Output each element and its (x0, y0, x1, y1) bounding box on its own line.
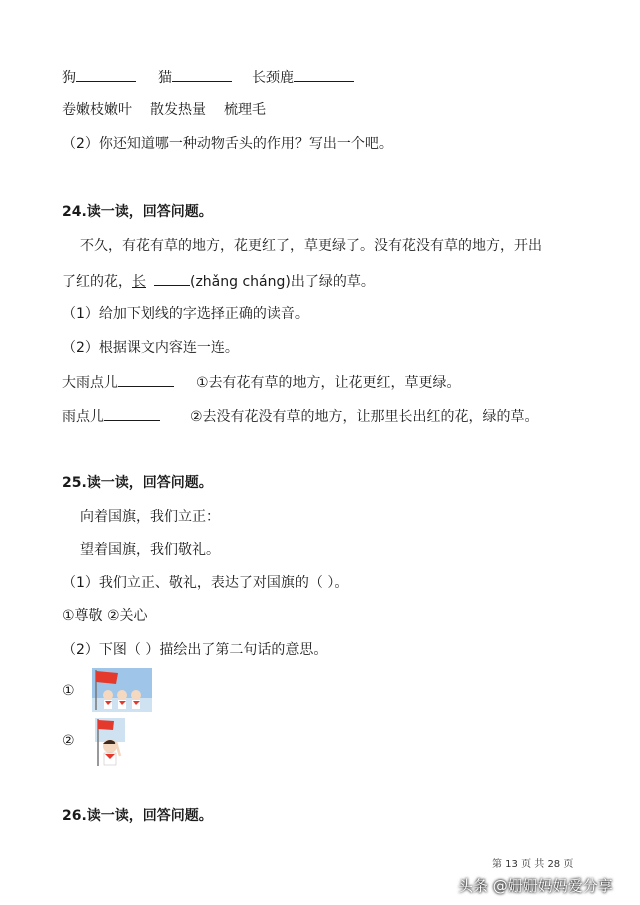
salute-single-image[interactable] (92, 716, 128, 772)
q24-para-line2: 了红的花，长 (zhǎng cháng)出了绿的草。 (62, 270, 375, 292)
pic2-label: ② (62, 733, 75, 749)
q24-para-line1: 不久，有花有草的地方，花更红了，草更绿了。没有花没有草的地方，开出 (80, 238, 542, 254)
answer-blank[interactable] (172, 66, 232, 82)
q24-sub1: （1）给加下划线的字选择正确的读音。 (62, 306, 309, 322)
animal-blanks-row (62, 66, 354, 88)
match-row-2 (62, 405, 539, 427)
q25-line1: 向着国旗，我们立正： (80, 509, 220, 525)
match-left-2: 雨点儿 (62, 409, 104, 425)
q25-line2: 望着国旗，我们敬礼。 (80, 542, 220, 558)
answer-blank[interactable] (294, 66, 354, 82)
q25-title: 25.读一读，回答问题。 (62, 475, 213, 491)
q25-sub1: （1）我们立正、敬礼，表达了对国旗的（ ）。 (62, 575, 349, 591)
q25-sub2: （2）下图（ ）描绘出了第二句话的意思。 (62, 642, 328, 658)
animal-giraffe: 长颈鹿 (252, 70, 294, 86)
q26-title: 26.读一读，回答问题。 (62, 808, 213, 824)
underlined-char: 长 (132, 274, 146, 290)
flag-children-illustration (92, 668, 152, 712)
animal-dog: 狗 (62, 70, 76, 86)
q24-sub2: （2）根据课文内容连一连。 (62, 340, 239, 356)
match-right-2: ②去没有花没有草的地方，让那里长出红的花，绿的草。 (190, 409, 539, 425)
match-right-1: ①去有花有草的地方，让花更红，草更绿。 (196, 375, 461, 391)
option-2: 散发热量 (150, 102, 206, 118)
answer-blank[interactable] (76, 66, 136, 82)
animal-cat: 猫 (158, 70, 172, 86)
pinyin-blank[interactable] (154, 270, 190, 286)
match-left-1: 大雨点儿 (62, 375, 118, 391)
option-1: 卷嫩枝嫩叶 (62, 102, 132, 118)
q25-choices: ①尊敬 ②关心 (62, 608, 148, 624)
option-3: 梳理毛 (224, 102, 266, 118)
match-row-1 (62, 371, 461, 393)
salute-group-image[interactable] (92, 668, 152, 716)
q24-title: 24.读一读，回答问题。 (62, 204, 213, 220)
page-number: 第 13 页 共 28 页 (492, 859, 574, 870)
flag-child-illustration (92, 716, 128, 768)
answer-blank[interactable] (104, 405, 160, 421)
pic1-label: ① (62, 683, 75, 699)
q23-sub2: （2）你还知道哪一种动物舌头的作用？写出一个吧。 (62, 136, 393, 152)
option-row (62, 100, 266, 120)
answer-blank[interactable] (118, 371, 174, 387)
watermark: 头条 @姗姗妈妈爱分享 (458, 877, 613, 895)
